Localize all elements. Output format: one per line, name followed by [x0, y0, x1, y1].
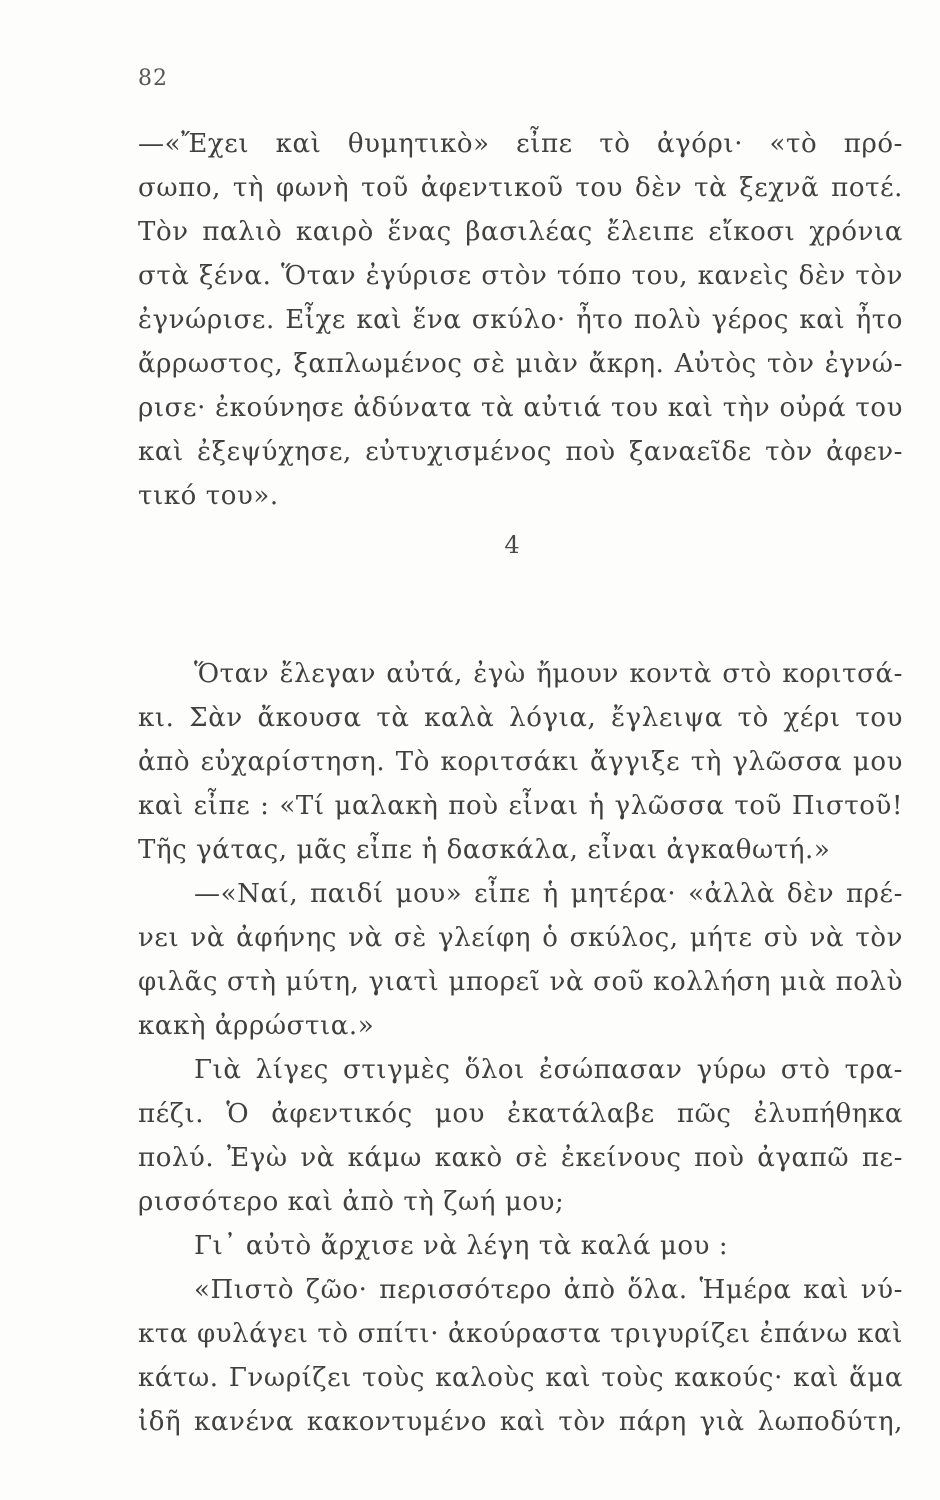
paragraph-block-2 [138, 652, 903, 1444]
text-line: νει νὰ ἀφήνης νὰ σὲ γλείφη ὁ σκύλος, μήτε σὺ νὰ τὸν [138, 923, 903, 953]
paragraph-block-1 [138, 122, 903, 518]
text-line: ρισε· ἐκούνησε ἀδύνατα τὰ αὐτιά του καὶ τὴν οὐρά του [138, 393, 903, 423]
text-line: καὶ ἐξεψύχησε, εὐτυχισμένος ποὺ ξαναεῖδε τὸν ἀφεν- [138, 437, 903, 467]
text-line: κτα φυλάγει τὸ σπίτι· ἀκούραστα τριγυρίζει ἐπάνω καὶ [138, 1319, 903, 1349]
text-line: Γι᾽ αὐτὸ ἄρχισε νὰ λέγη τὰ καλά μου : [194, 1231, 729, 1261]
text-line: —«Ναί, παιδί μου» εἶπε ἡ μητέρα· «ἀλλὰ δὲν πρέ- [194, 879, 903, 909]
text-line: ἐγνώρισε. Εἶχε καὶ ἕνα σκύλο· ἦτο πολὺ γέρος καὶ ἦτο [138, 305, 903, 335]
text-line: φιλᾶς στὴ μύτη, γιατὶ μπορεῖ νὰ σοῦ κολλήση μιὰ πολὺ [138, 967, 903, 997]
text-line: Τὸν παλιὸ καιρὸ ἕνας βασιλέας ἔλειπε εἴκοσι χρόνια [138, 217, 903, 247]
text-line: τικό του». [138, 481, 279, 511]
text-line: κάτω. Γνωρίζει τοὺς καλοὺς καὶ τοὺς κακούς· καὶ ἅμα [138, 1363, 903, 1393]
text-line: πέζι. Ὁ ἀφεντικός μου ἐκατάλαβε πῶς ἐλυπήθηκα [138, 1099, 903, 1129]
text-line: —«Ἔχει καὶ θυμητικὸ» εἶπε τὸ ἀγόρι· «τὸ πρό- [138, 129, 903, 159]
text-line: πολύ. Ἐγὼ νὰ κάμω κακὸ σὲ ἐκείνους ποὺ ἀγαπῶ πε- [138, 1143, 903, 1173]
text-line: ρισσότερο καὶ ἀπὸ τὴ ζωή μου; [138, 1187, 565, 1217]
text-line: σωπο, τὴ φωνὴ τοῦ ἀφεντικοῦ του δὲν τὰ ξεχνᾶ ποτέ. [138, 173, 903, 203]
text-line: Γιὰ λίγες στιγμὲς ὅλοι ἐσώπασαν γύρω στὸ τρα- [194, 1055, 903, 1085]
text-line: κι. Σὰν ἄκουσα τὰ καλὰ λόγια, ἔγλειψα τὸ χέρι του [138, 703, 903, 733]
text-line: κακὴ ἀρρώστια.» [138, 1011, 375, 1041]
text-line: καὶ εἶπε : «Τί μαλακὴ ποὺ εἶναι ἡ γλῶσσα τοῦ Πιστοῦ! [138, 791, 903, 821]
text-line: ἄρρωστος, ξαπλωμένος σὲ μιὰν ἄκρη. Αὐτὸς τὸν ἐγνώ- [138, 349, 903, 379]
page-number: 82 [138, 66, 168, 91]
text-line: Ὅταν ἔλεγαν αὐτά, ἐγὼ ἤμουν κοντὰ στὸ κοριτσά- [194, 659, 903, 689]
text-line: «Πιστὸ ζῶο· περισσότερο ἀπὸ ὅλα. Ἡμέρα καὶ νύ- [194, 1275, 903, 1305]
text-line: ἀπὸ εὐχαρίστηση. Τὸ κοριτσάκι ἄγγιξε τὴ γλῶσσα μου [138, 747, 903, 777]
text-line: Τῆς γάτας, μᾶς εἶπε ἡ δασκάλα, εἶναι ἀγκαθωτή.» [138, 835, 831, 865]
text-line: ἰδῆ κανένα κακοντυμένο καὶ τὸν πάρη γιὰ λωποδύτη, [138, 1407, 903, 1437]
section-number: 4 [504, 531, 520, 559]
text-line: στὰ ξένα. Ὅταν ἐγύρισε στὸν τόπο του, κανεὶς δὲν τὸν [138, 261, 903, 291]
